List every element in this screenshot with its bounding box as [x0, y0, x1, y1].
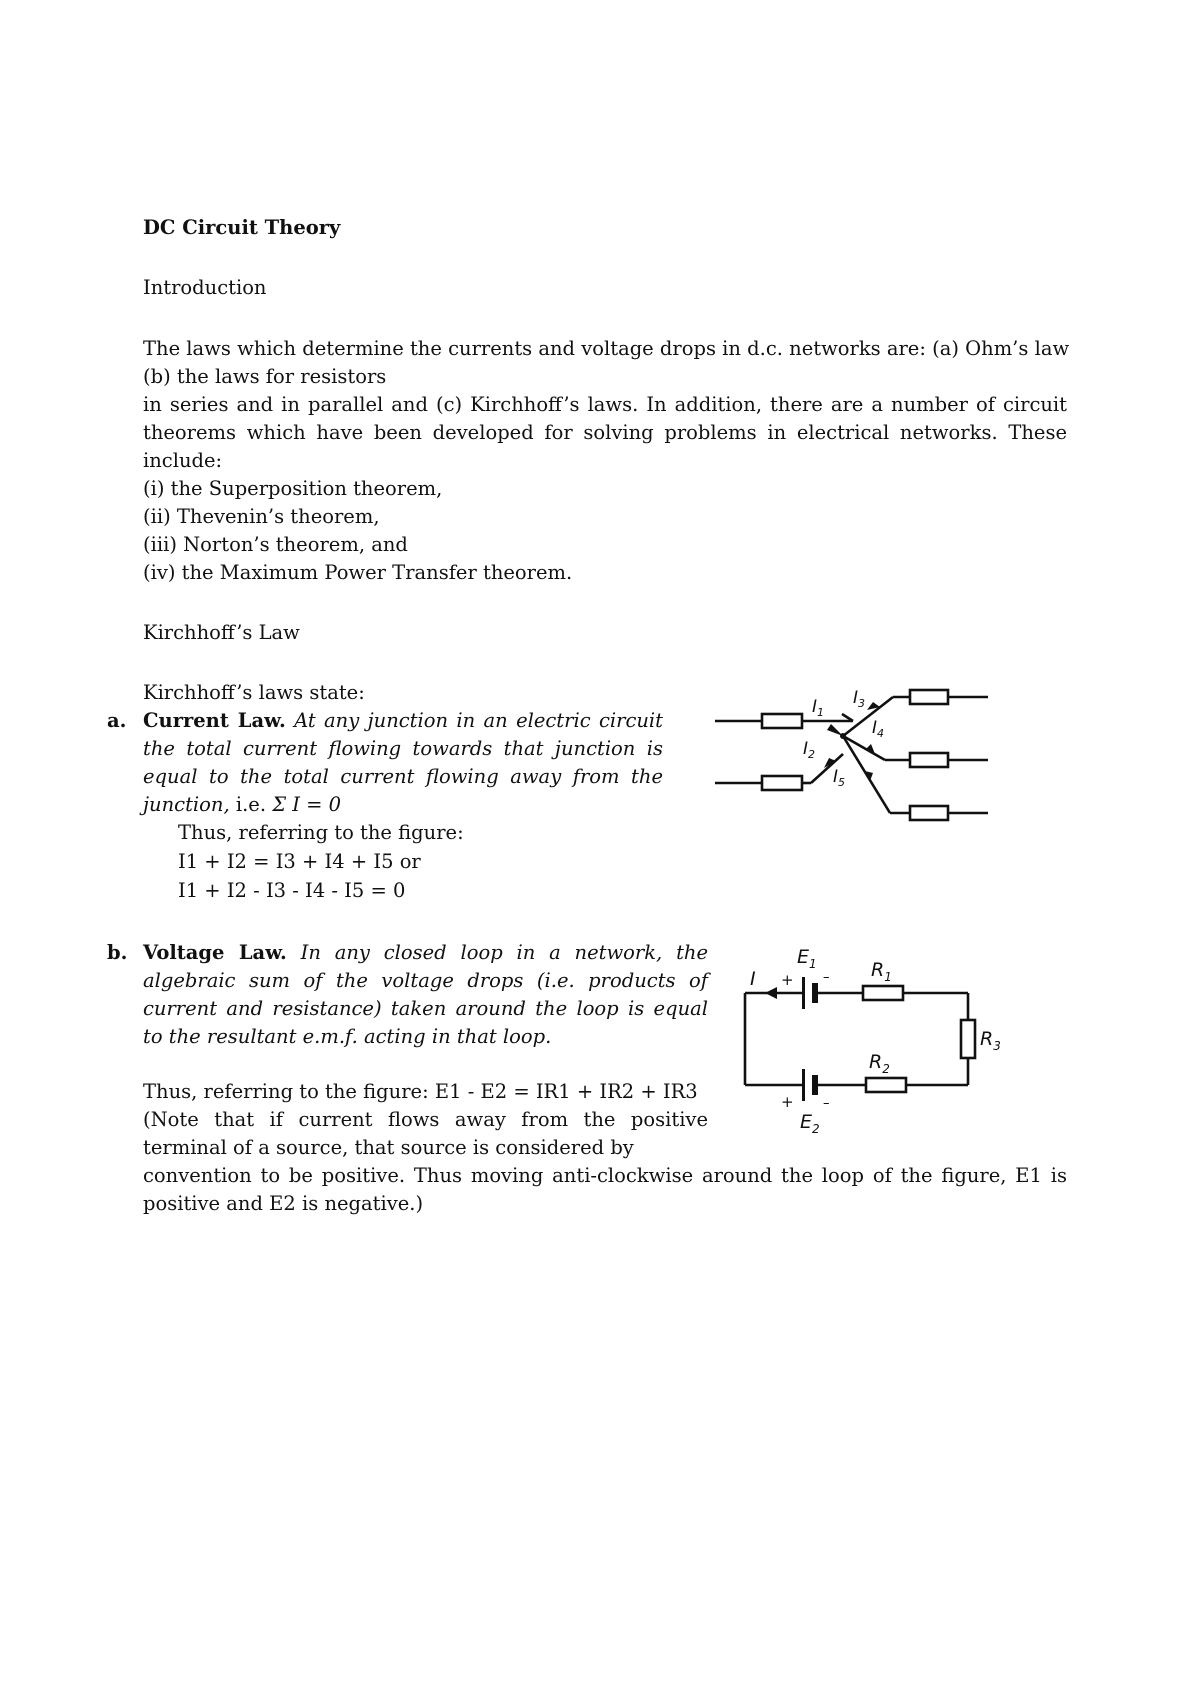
intro-heading: Introduction	[143, 276, 267, 299]
label-minus-bottom: –	[823, 1096, 830, 1111]
battery-e1-short-plate	[812, 983, 818, 1003]
loop-figure	[735, 935, 1015, 1135]
theorem-item: (iv) the Maximum Power Transfer theorem.	[143, 561, 573, 584]
voltage-law-text: In any closed loop in a network, the algebraic sum of the voltage drops (i.e. products of current and resistance) taken around the loop is equal to the resultant e.m.f. acting in that loop.	[143, 941, 709, 1048]
label-r2: $R_2$	[869, 1051, 890, 1076]
intro-paragraph: in series and in parallel and (c) Kirchhoff’s laws. In addition, there are a number of circuit theorems which have been developed for solving problems in electrical networks. These include:	[143, 393, 1067, 472]
current-law-formula: Σ I = 0	[272, 793, 342, 816]
wire	[843, 697, 893, 736]
current-arrow	[765, 987, 777, 999]
voltage-law-note-wide: convention to be positive. Thus moving anti-clockwise around the loop of the figure, E1 is positive and E2 is negative.)	[143, 1164, 1067, 1215]
wire	[843, 736, 890, 813]
junction-figure	[705, 680, 995, 850]
resistor-out-4	[910, 753, 948, 767]
label-e2: $E_2$	[800, 1111, 820, 1135]
label-i1: $I_1$	[812, 697, 825, 719]
arrow-i1	[827, 724, 843, 736]
label-e1: $E_1$	[797, 946, 817, 971]
label-i3: $I_3$	[853, 688, 866, 710]
label-plus-bottom: +	[781, 1093, 794, 1111]
list-marker-a: a.	[107, 709, 127, 732]
list-marker-b: b.	[107, 941, 128, 964]
voltage-law-name: Voltage Law.	[143, 941, 287, 964]
resistor-r2	[866, 1078, 906, 1092]
voltage-law-note-narrow: (Note that if current flows away from the positive terminal of a source, that source is considered by	[143, 1108, 708, 1159]
laws-state-text: Kirchhoff’s laws state:	[143, 681, 365, 704]
theorem-item: (ii) Thevenin’s theorem,	[143, 505, 380, 528]
battery-e2-long-plate	[802, 1069, 805, 1101]
voltage-law-paragraph	[143, 939, 708, 1051]
label-current-i: I	[750, 968, 756, 990]
label-i4: $I_4$	[872, 718, 885, 740]
voltage-law-thus: Thus, referring to the figure: E1 - E2 = IR1 + IR2 + IR3	[143, 1080, 698, 1103]
junction-node	[840, 733, 846, 739]
page-title: DC Circuit Theory	[143, 216, 341, 239]
battery-e1-long-plate	[802, 977, 805, 1009]
current-law-thus: Thus, referring to the figure:	[178, 821, 464, 844]
kirchhoff-heading: Kirchhoff’s Law	[143, 621, 300, 644]
label-minus-top: –	[823, 970, 830, 985]
label-i5: $I_5$	[833, 767, 846, 789]
current-law-equation-2: I1 + I2 - I3 - I4 - I5 = 0	[178, 879, 406, 902]
resistor-in-1	[762, 714, 802, 728]
current-law-name: Current Law.	[143, 709, 286, 732]
resistor-r1	[863, 986, 903, 1000]
resistor-in-2	[762, 776, 802, 790]
theorem-item: (iii) Norton’s theorem, and	[143, 533, 408, 556]
current-law-ie: i.e.	[235, 793, 267, 816]
label-i2: $I_2$	[803, 739, 816, 761]
current-law-text: At any junction in an electric circuit the total current flowing towards that junction is equal to the total current flowing away from the junction,	[143, 709, 664, 816]
current-law-equation-1: I1 + I2 = I3 + I4 + I5 or	[178, 850, 421, 873]
theorem-item: (i) the Superposition theorem,	[143, 477, 443, 500]
intro-line-1: The laws which determine the currents and voltage drops in d.c. networks are: (a) Ohm’s law	[143, 337, 1070, 360]
current-law-paragraph	[143, 707, 663, 819]
battery-e2-short-plate	[812, 1075, 818, 1095]
resistor-out-5	[910, 806, 948, 820]
label-r1: $R_1$	[871, 959, 892, 984]
label-plus-top: +	[781, 971, 794, 989]
resistor-r3	[961, 1020, 975, 1058]
resistor-out-3	[910, 690, 948, 704]
intro-line-2: (b) the laws for resistors	[143, 365, 387, 388]
label-r3: $R_3$	[980, 1028, 1001, 1053]
